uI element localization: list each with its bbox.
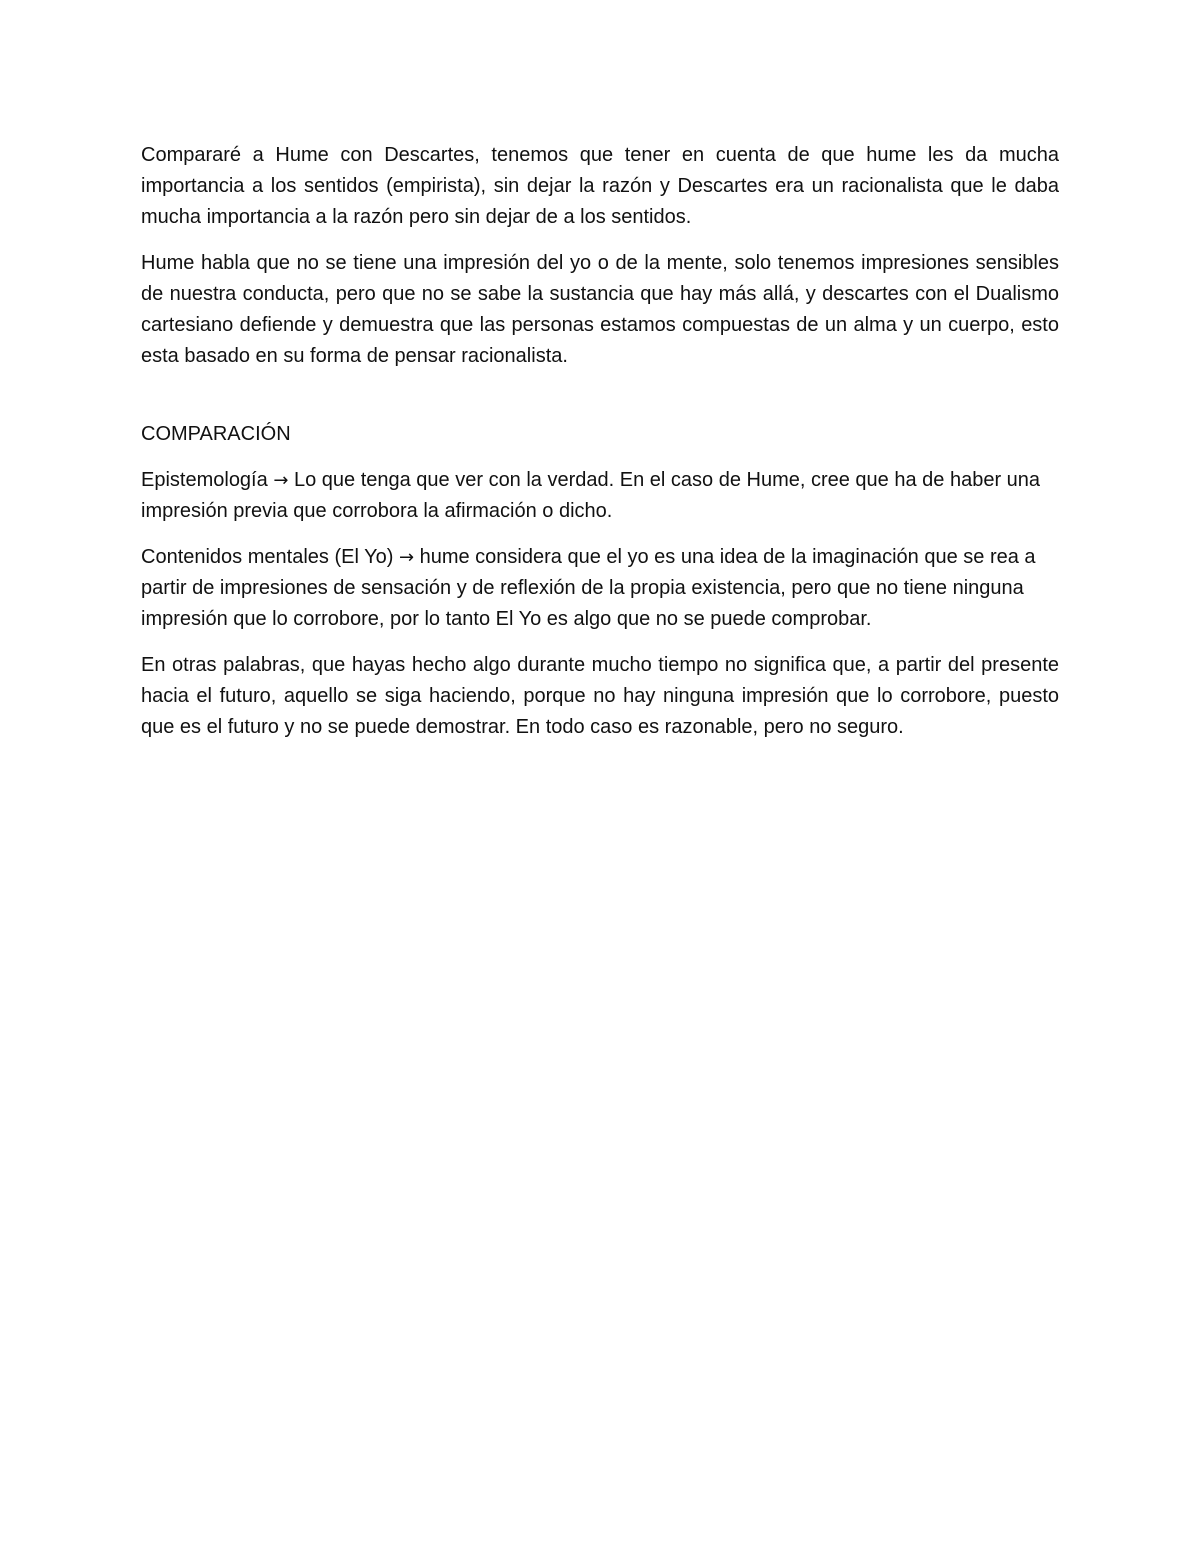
contenidos-paragraph: [141, 542, 1059, 635]
arrow-right-icon: →: [273, 470, 289, 491]
contenidos-text: hume considera que el yo es una idea de la imaginación que se rea a partir de impresiones de sensación y de reflexión de la propia existencia, pero que no tiene ninguna impresión que lo corrobore, por lo tanto El Yo es algo que no se puede comprobar.: [141, 546, 1036, 630]
hume-descartes-paragraph: Hume habla que no se tiene una impresión del yo o de la mente, solo tenemos impresiones sensibles de nuestra conducta, pero que no se sabe la sustancia que hay más allá, y descartes con el Dualismo cartesiano defiende y demuestra que las personas estamos compuestas de un alma y un cuerpo, esto esta basado en su forma de pensar racionalista.: [141, 252, 1059, 367]
document-body: [141, 140, 1059, 758]
contenidos-term: Contenidos mentales (El Yo): [141, 546, 394, 568]
epistemologia-term: Epistemología: [141, 469, 268, 491]
section-heading: COMPARACIÓN: [141, 423, 291, 445]
intro-paragraph: Compararé a Hume con Descartes, tenemos que tener en cuenta de que hume les da mucha importancia a los sentidos (empirista), sin dejar la razón y Descartes era un racionalista que le daba mucha importancia a la razón pero sin dejar de a los sentidos.: [141, 144, 1059, 228]
arrow-right-icon: →: [398, 547, 415, 568]
epistemologia-paragraph: [141, 465, 1059, 527]
epistemologia-text: Lo que tenga que ver con la verdad. En el caso de Hume, cree que ha de haber una impresión previa que corrobora la afirmación o dicho.: [141, 469, 1041, 522]
final-paragraph: En otras palabras, que hayas hecho algo durante mucho tiempo no significa que, a partir del presente hacia el futuro, aquello se siga haciendo, porque no hay ninguna impresión que lo corrobore, puesto que es el futuro y no se puede demostrar. En todo caso es razonable, pero no seguro.: [141, 654, 1059, 738]
